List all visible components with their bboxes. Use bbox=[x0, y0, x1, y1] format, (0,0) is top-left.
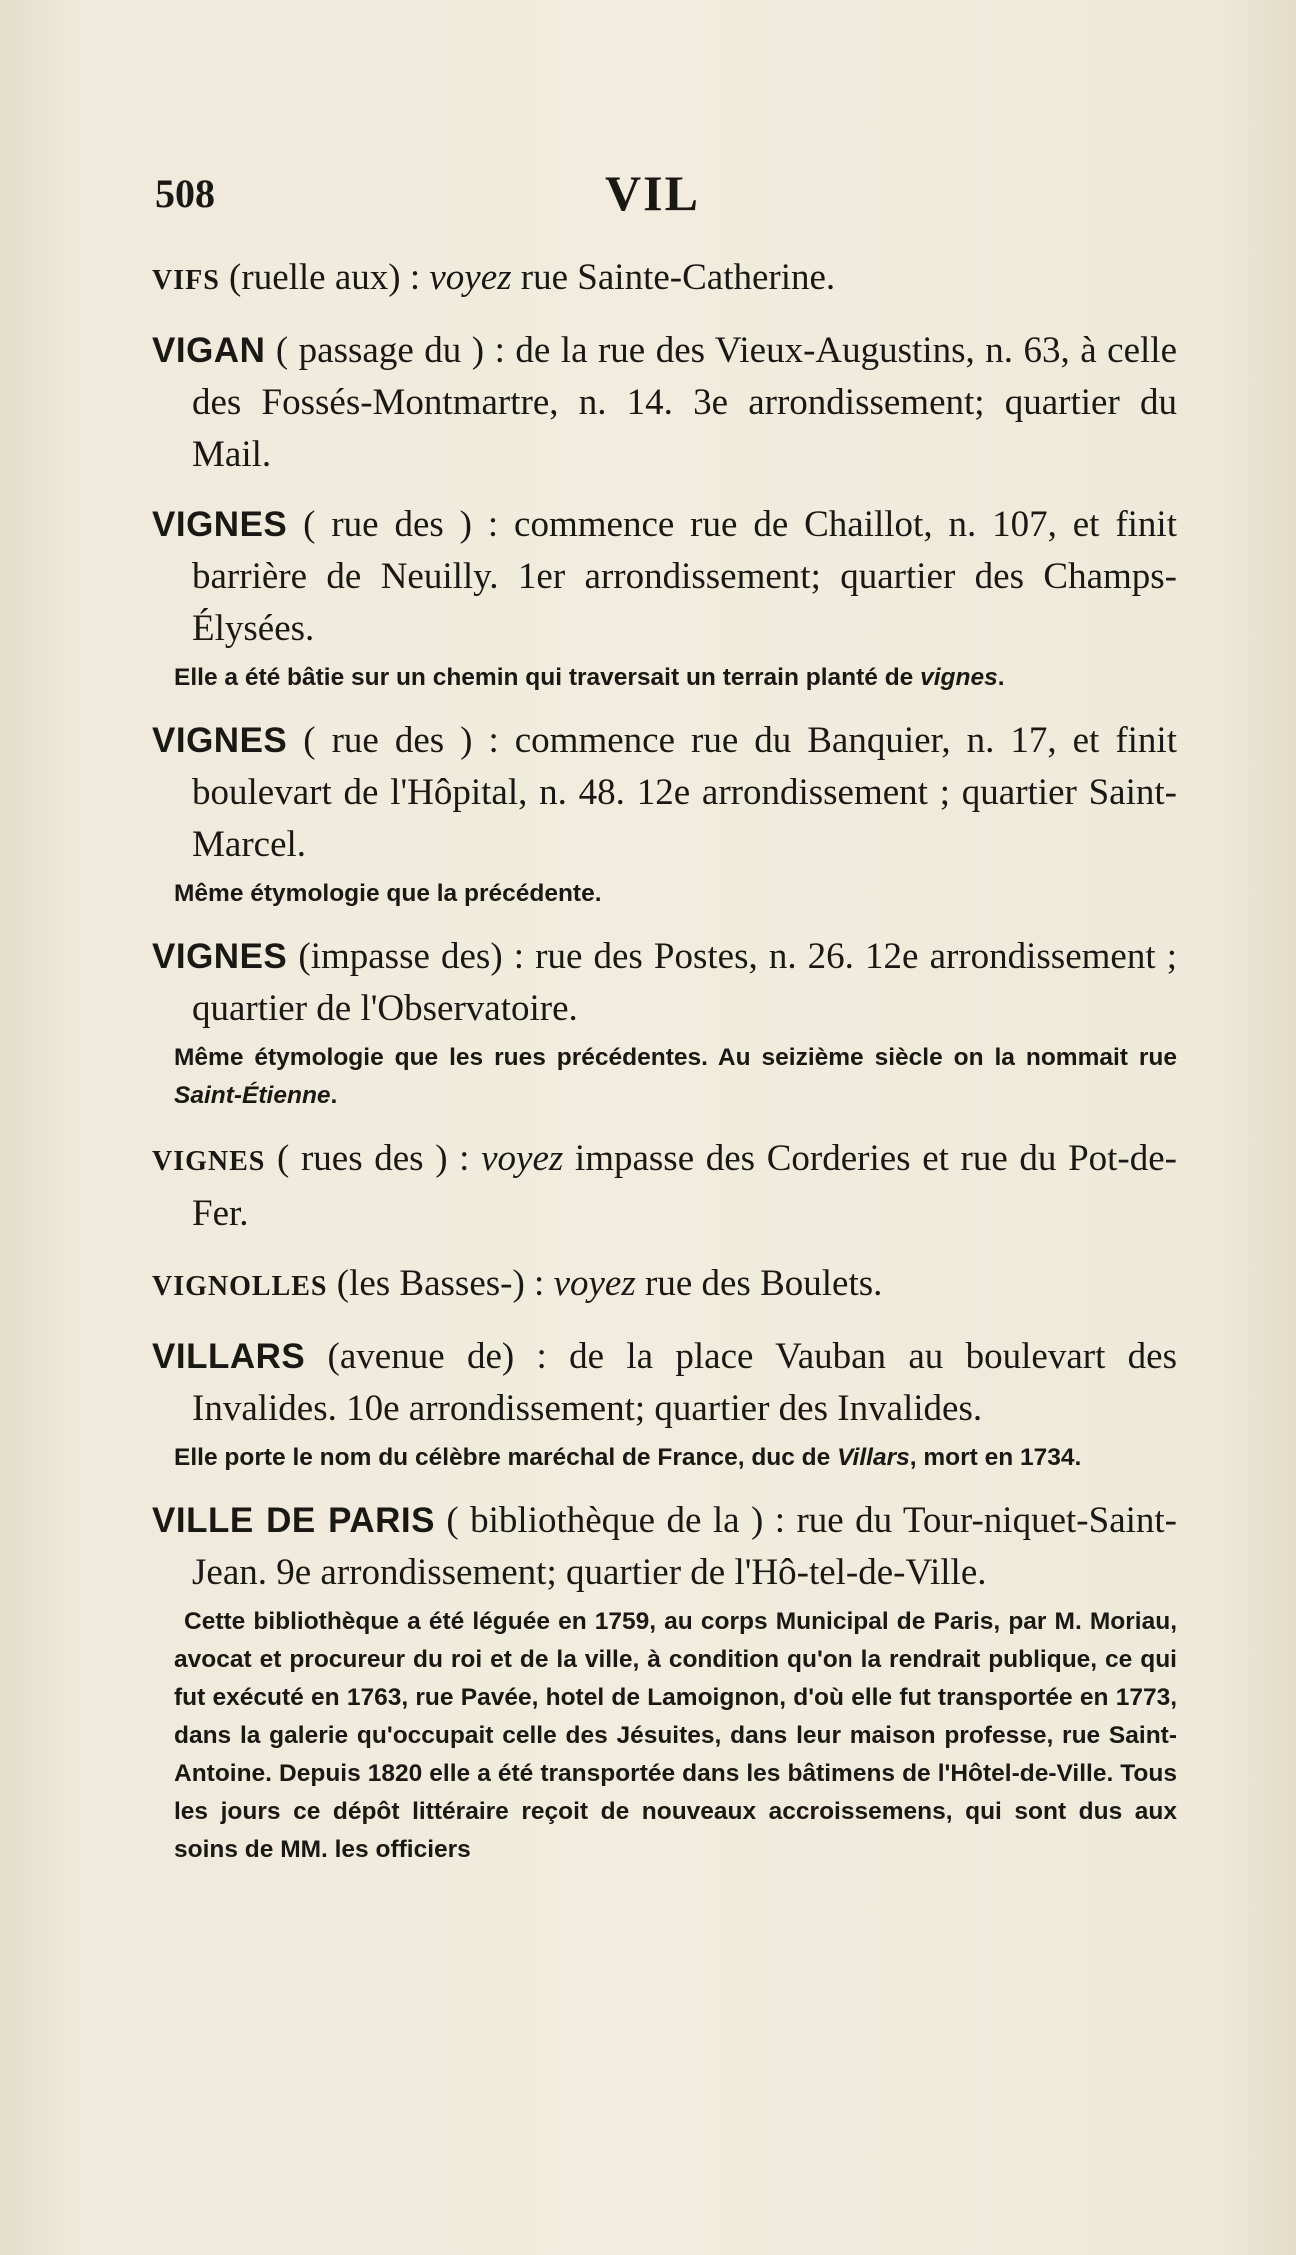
entry-vignes-impasse: VIGNES (impasse des) : rue des Postes, n. 26. 12e arrondissement ; quartier de l'Observatoire. bbox=[152, 936, 1177, 1029]
headword: VIFS bbox=[152, 265, 220, 296]
running-title: VIL bbox=[605, 165, 700, 221]
entry-vigan: VIGAN ( passage du ) : de la rue des Vieux-Augustins, n. 63, à celle des Fossés-Montmartre, n. 14. 3e arrondissement; quartier du Mail. bbox=[152, 330, 1177, 475]
headword: VILLE DE PARIS bbox=[152, 1501, 435, 1540]
headword: VILLARS bbox=[152, 1337, 306, 1376]
entry-note: Même étymologie que les rues précédentes. Au seizième siècle on la nommait rue Saint-Étienne. bbox=[174, 1044, 1177, 1109]
running-head bbox=[155, 165, 1185, 230]
headword: VIGNES bbox=[152, 721, 288, 760]
headword: VIGNES bbox=[152, 505, 288, 544]
entry-vignolles: VIGNOLLES (les Basses-) : voyez rue des Boulets. bbox=[152, 1263, 883, 1304]
entry-vignes-rues: VIGNES ( rues des ) : voyez impasse des Corderies et rue du Pot-de-Fer. bbox=[152, 1138, 1177, 1234]
entry-note: Elle a été bâtie sur un chemin qui traversait un terrain planté de vignes. bbox=[174, 664, 1005, 691]
page-number: 508 bbox=[155, 171, 215, 216]
entry-note: Elle porte le nom du célèbre maréchal de France, duc de Villars, mort en 1734. bbox=[174, 1444, 1082, 1471]
headword: VIGNES bbox=[152, 1146, 266, 1177]
entry-vignes-chaillot: VIGNES ( rue des ) : commence rue de Chaillot, n. 107, et finit barrière de Neuilly. 1er arrondissement; quartier des Champs-Élysées. bbox=[152, 504, 1177, 649]
headword: VIGNES bbox=[152, 937, 288, 976]
text-column bbox=[152, 252, 1177, 1875]
headword: VIGAN bbox=[152, 331, 266, 370]
entry-vifs: VIFS (ruelle aux) : voyez rue Sainte-Catherine. bbox=[152, 257, 836, 298]
entry-ville-de-paris: VILLE DE PARIS ( bibliothèque de la ) : rue du Tour-niquet-Saint-Jean. 9e arrondissement; quartier de l'Hô-tel-de-Ville. bbox=[152, 1500, 1177, 1593]
entry-note: Cette bibliothèque a été léguée en 1759, au corps Municipal de Paris, par M. Moriau, avocat et procureur du roi et de la ville, à condition qu'on la rendrait publique, ce qui fut exécuté en 1763, rue Pavée, hotel de Lamoignon, d'où elle fut transportée en 1773, dans la galerie qu'occupait celle des Jésuites, dans leur maison professe, rue Saint-Antoine. Depuis 1820 elle a été transportée dans les bâtimens de l'Hôtel-de-Ville. Tous les jours ce dépôt littéraire reçoit de nouveaux accroissemens, qui sont dus aux soins de MM. les officiers bbox=[174, 1608, 1177, 1863]
headword: VIGNOLLES bbox=[152, 1271, 328, 1302]
entry-vignes-banquier: VIGNES ( rue des ) : commence rue du Banquier, n. 17, et finit boulevart de l'Hôpital, n. 48. 12e arrondissement ; quartier Saint-Marcel. bbox=[152, 720, 1177, 865]
entry-note: Même étymologie que la précédente. bbox=[174, 880, 602, 907]
entry-villars: VILLARS (avenue de) : de la place Vauban au boulevart des Invalides. 10e arrondissement; quartier des Invalides. bbox=[152, 1336, 1177, 1429]
